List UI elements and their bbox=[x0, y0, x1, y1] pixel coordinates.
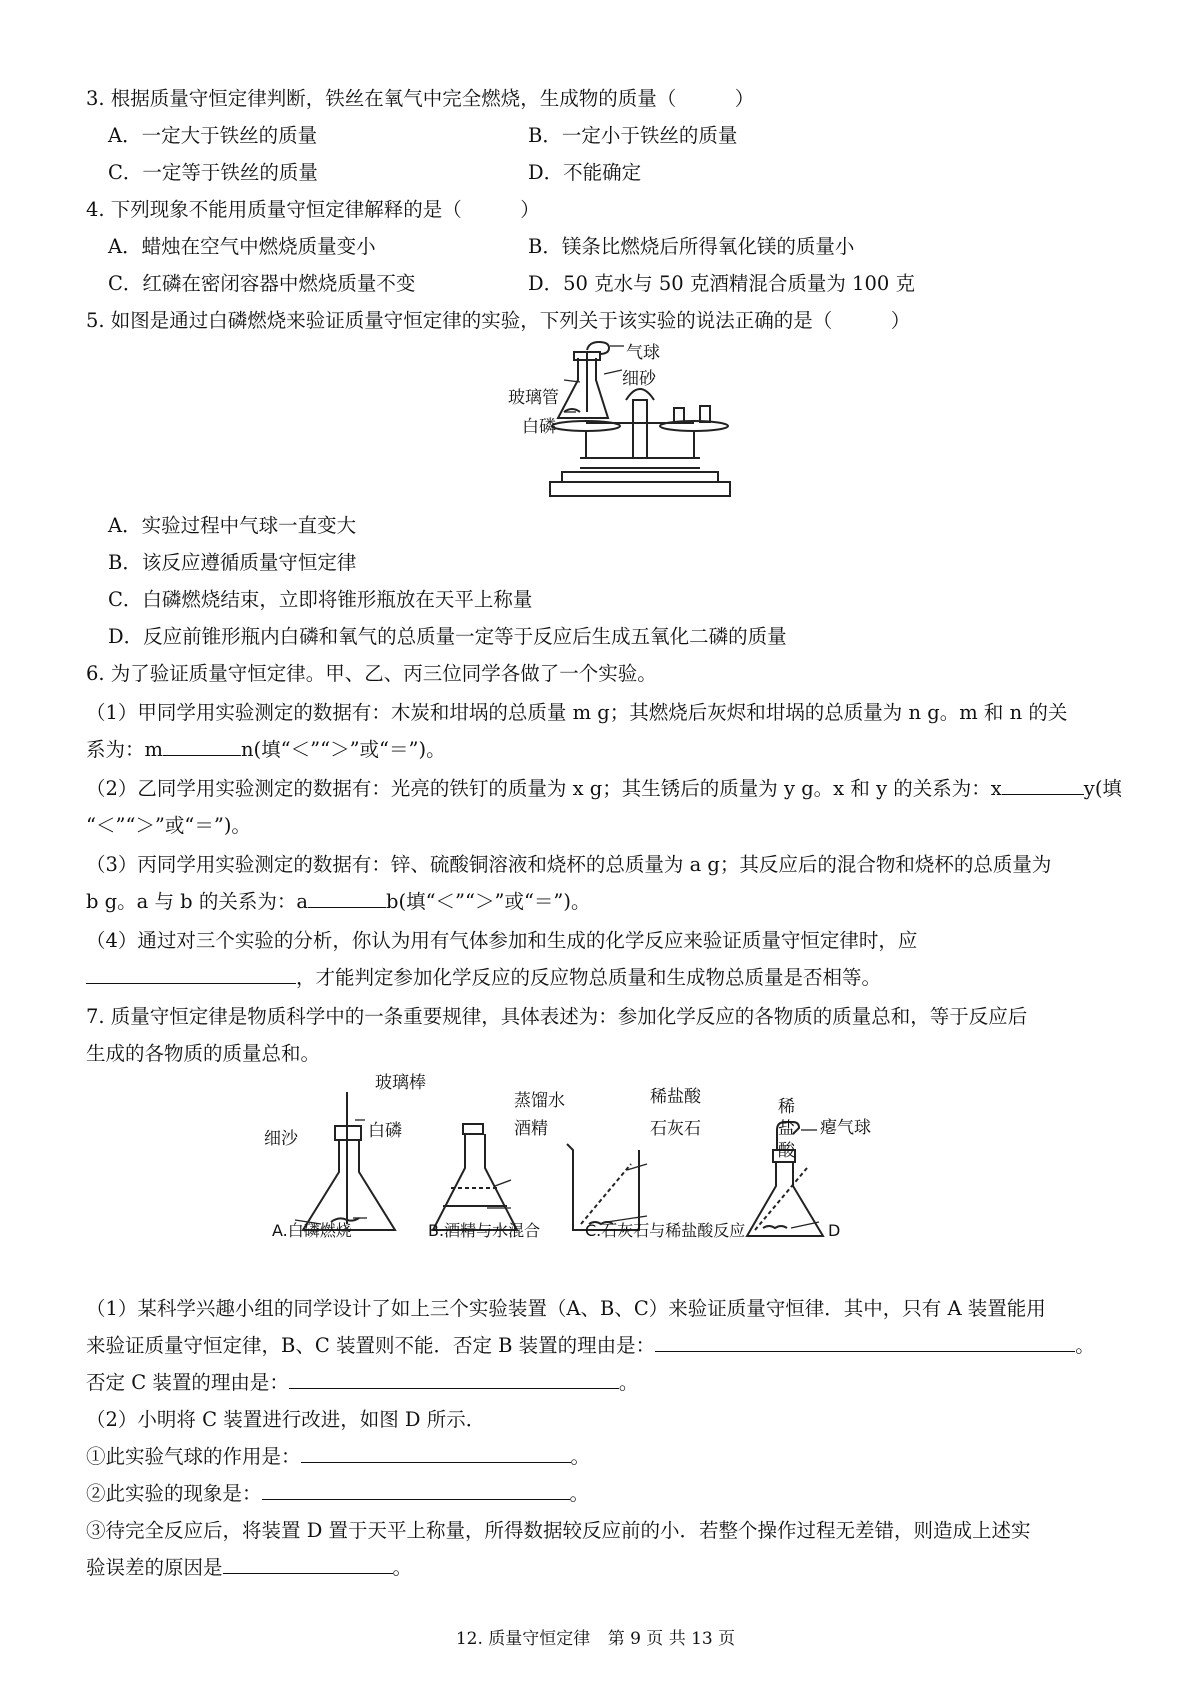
q7-sub2 bbox=[86, 1481, 589, 1507]
q7-sub2-suffix: 。 bbox=[569, 1482, 590, 1505]
q4-option-d: D．50 克水与 50 克酒精混合质量为 100 克 bbox=[528, 272, 915, 295]
q5-option-b: B．该反应遵循质量守恒定律 bbox=[108, 551, 357, 574]
q7-part1-prefix: 来验证质量守恒定律，B、C 装置则不能．否定 B 装置的理由是： bbox=[86, 1334, 656, 1357]
caption-d: D bbox=[828, 1221, 841, 1240]
q6-part4-suffix: ，才能判定参加化学反应的反应物总质量和生成物总质量是否相等。 bbox=[296, 966, 882, 989]
q3-option-c: C．一定等于铁丝的质量 bbox=[108, 161, 318, 184]
caption-c: C.石灰石与稀盐酸反应 bbox=[585, 1221, 746, 1240]
q7-part1c-suffix: 。 bbox=[618, 1371, 639, 1394]
q6-part3-suffix: b(填“＜”“＞”或“＝”)。 bbox=[386, 890, 591, 913]
q6-part2-prefix: （2）乙同学用实验测定的数据有：光亮的铁钉的质量为 x g；其生锈后的质量为 y g。x 和 y 的关系为：x bbox=[86, 777, 1002, 800]
q3-stem: 3. 根据质量守恒定律判断，铁丝在氧气中完全燃烧，生成物的质量（ ） bbox=[86, 87, 755, 110]
q5-option-a: A．实验过程中气球一直变大 bbox=[108, 514, 357, 537]
q6-part2-line2: “＜”“＞”或“＝”)。 bbox=[86, 814, 251, 837]
q7-part1c-prefix: 否定 C 装置的理由是： bbox=[86, 1371, 289, 1394]
q7-stem-line2: 生成的各物质的质量总和。 bbox=[86, 1042, 321, 1065]
page-footer bbox=[0, 1624, 1191, 1649]
label-glass-rod: 玻璃棒 bbox=[375, 1073, 426, 1093]
label-balloon: 气球 bbox=[626, 343, 660, 363]
label-white-p: 白磷 bbox=[368, 1121, 402, 1141]
q4-option-a: A．蜡烛在空气中燃烧质量变小 bbox=[108, 235, 376, 258]
q7-part1-suffix: 。 bbox=[1075, 1334, 1095, 1357]
q6-part2-line1 bbox=[86, 776, 1122, 802]
q4-option-b: B．镁条比燃烧后所得氧化镁的质量小 bbox=[528, 235, 855, 258]
label-limestone: 石灰石 bbox=[650, 1119, 701, 1139]
q6-part1-suffix: n(填“＜”“＞”或“＝”)。 bbox=[241, 738, 446, 761]
q7-part1-line3 bbox=[86, 1370, 638, 1396]
label-limp-balloon: 瘪气球 bbox=[820, 1118, 871, 1138]
q7-sub1-prefix: ①此实验气球的作用是： bbox=[86, 1445, 301, 1468]
apparatus-b bbox=[433, 1124, 517, 1230]
label-alcohol: 酒精 bbox=[514, 1119, 548, 1139]
q7-sub1-suffix: 。 bbox=[570, 1445, 591, 1468]
q6-part3-prefix: b g。a 与 b 的关系为：a bbox=[86, 890, 308, 913]
q7-sub3-line1: ③待完全反应后，将装置 D 置于天平上称量，所得数据较反应前的小．若整个操作过程无差错，则造成上述实 bbox=[86, 1519, 1031, 1542]
q6-part1-prefix: 系为：m bbox=[86, 738, 163, 761]
label-fine-sand-a: 细沙 bbox=[264, 1129, 298, 1149]
q7-blank-error-reason[interactable] bbox=[223, 1555, 393, 1574]
conical-flask bbox=[558, 358, 608, 418]
q3-option-b: B．一定小于铁丝的质量 bbox=[528, 124, 738, 147]
q7-sub2-prefix: ②此实验的现象是： bbox=[86, 1482, 262, 1505]
q3-option-a: A．一定大于铁丝的质量 bbox=[108, 124, 318, 147]
q6-part1-line2 bbox=[86, 737, 446, 763]
label-dilute-hcl-vertical bbox=[778, 1096, 795, 1162]
q6-part4-line1: （4）通过对三个实验的分析，你认为用有气体参加和生成的化学反应来验证质量守恒定律时，应 bbox=[86, 929, 918, 952]
footer-page-number: 第 9 页 共 13 页 bbox=[607, 1629, 736, 1649]
q6-part3-line2 bbox=[86, 889, 591, 915]
q6-part4-line2 bbox=[86, 965, 881, 991]
q6-part2-suffix: y(填 bbox=[1083, 777, 1122, 800]
label-dilute-hcl-v2: 盐 bbox=[778, 1119, 795, 1139]
label-dilute-hcl-v3: 酸 bbox=[778, 1141, 795, 1161]
q7-blank-b-reason[interactable] bbox=[655, 1333, 1075, 1352]
label-white-phosphorus: 白磷 bbox=[522, 417, 556, 437]
q6-stem: 6. 为了验证质量守恒定律。甲、乙、丙三位同学各做了一个实验。 bbox=[86, 662, 657, 685]
q7-stem-line1: 7. 质量守恒定律是物质科学中的一条重要规律，具体表述为：参加化学反应的各物质的质量总和，等于反应后 bbox=[86, 1005, 1028, 1028]
q4-option-c: C．红磷在密闭容器中燃烧质量不变 bbox=[108, 272, 416, 295]
apparatus-a bbox=[303, 1092, 395, 1230]
q6-blank-3[interactable] bbox=[308, 889, 386, 908]
q7-part1-line2 bbox=[86, 1333, 1095, 1359]
label-distilled-water: 蒸馏水 bbox=[514, 1091, 565, 1111]
q6-blank-1[interactable] bbox=[163, 737, 241, 756]
q7-blank-balloon-role[interactable] bbox=[301, 1444, 571, 1463]
q6-blank-2[interactable] bbox=[1002, 776, 1084, 795]
q7-sub3-suffix: 。 bbox=[392, 1556, 413, 1579]
q7-sub3-line2 bbox=[86, 1555, 412, 1581]
label-dilute-hcl-v1: 稀 bbox=[778, 1097, 795, 1117]
caption-a: A.白磷燃烧 bbox=[272, 1221, 352, 1240]
q7-sub1 bbox=[86, 1444, 590, 1470]
q5-option-d: D．反应前锥形瓶内白磷和氧气的总质量一定等于反应后生成五氧化二磷的质量 bbox=[108, 625, 787, 648]
q6-part1-line1: （1）甲同学用实验测定的数据有：木炭和坩埚的总质量 m g；其燃烧后灰烬和坩埚的总质量为 n g。m 和 n 的关 bbox=[86, 701, 1068, 724]
q3-option-d: D．不能确定 bbox=[528, 161, 642, 184]
q6-blank-4[interactable] bbox=[86, 965, 296, 984]
q5-option-c: C．白磷燃烧结束，立即将锥形瓶放在天平上称量 bbox=[108, 588, 533, 611]
q4-stem: 4. 下列现象不能用质量守恒定律解释的是（ ） bbox=[86, 198, 540, 221]
q7-part2: （2）小明将 C 装置进行改进，如图 D 所示． bbox=[86, 1408, 486, 1431]
q6-part3-line1: （3）丙同学用实验测定的数据有：锌、硫酸铜溶液和烧杯的总质量为 a g；其反应后的混合物和烧杯的总质量为 bbox=[86, 853, 1052, 876]
q5-stem: 5. 如图是通过白磷燃烧来验证质量守恒定律的实验，下列关于该实验的说法正确的是（ ） bbox=[86, 309, 911, 332]
q7-part1-line1: （1）某科学兴趣小组的同学设计了如上三个实验装置（A、B、C）来验证质量守恒律．其中，只有 A 装置能用 bbox=[86, 1297, 1046, 1320]
q7-blank-c-reason[interactable] bbox=[289, 1370, 619, 1389]
label-fine-sand: 细砂 bbox=[622, 369, 656, 389]
footer-chapter: 12. 质量守恒定律 bbox=[455, 1629, 591, 1649]
label-dilute-hcl: 稀盐酸 bbox=[650, 1087, 701, 1107]
caption-b: B.酒精与水混合 bbox=[428, 1221, 541, 1240]
label-glass-tube: 玻璃管 bbox=[508, 388, 559, 408]
balance-base bbox=[550, 482, 730, 496]
q7-blank-phenomenon[interactable] bbox=[262, 1481, 570, 1500]
q7-sub3-prefix: 验误差的原因是 bbox=[86, 1556, 223, 1579]
